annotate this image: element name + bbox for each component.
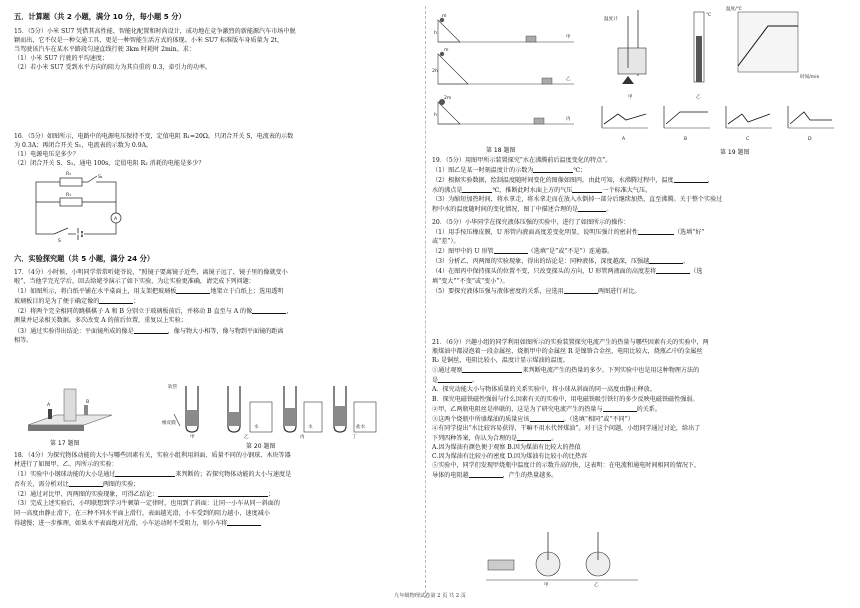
svg-text:甲: 甲 [566, 35, 571, 40]
q18-blank-2[interactable] [69, 479, 103, 487]
q18-line: 否有关，需分析对比 两图的实验； [14, 481, 140, 489]
resistor-r2 [60, 178, 82, 186]
column-divider [425, 6, 426, 598]
svg-text:h: h [434, 31, 437, 36]
q20-line: （1）用手按压橡皮膜，U 形管内液面高度差变化明显，说明压强计的密封性 （选填“好” [432, 229, 705, 237]
q19-line: 程中水的温度随时间的变化情况，图丁中描述合理的是 。 [432, 206, 613, 214]
figure-20 [162, 380, 384, 440]
q19-blank-4[interactable] [572, 185, 602, 193]
q19-line: 水的沸点是 ℃，推断此时水面上方的气压 一个标准大气压。 [432, 187, 652, 195]
q17-line: 相等。 [14, 336, 33, 344]
q20-blank-3[interactable] [649, 256, 683, 264]
ramp-yi [432, 48, 574, 84]
resistor-r1 [60, 198, 82, 206]
q18-line: 得越慢；进一步推理，如果水平表面绝对光滑，小车运动时不受阻力，则小车将 [14, 518, 422, 528]
option-graph-c [726, 106, 772, 142]
s-label: S [58, 239, 61, 244]
svg-text:温度计: 温度计 [604, 17, 618, 22]
q18-line: 同一高度由静止滑下，在三种不同水平面上滑行，表面越光滑，小车受到的阻力越小，速度减小 [14, 509, 270, 517]
q19-blank-1[interactable] [533, 165, 573, 173]
page-footer: 九年级物理试卷第 2 页 共 2 页 [394, 593, 466, 599]
svg-text:温度/℃: 温度/℃ [726, 7, 742, 12]
figure-19 [598, 6, 848, 144]
q17-line: （1）如图所示，将白纸平铺在水平桌面上，用支架把玻璃板 地架立于白纸上；选用透明 [14, 288, 284, 296]
q21-line: ①通过观察 来判断电流产生的热量的多少。下列实验中也是用这种物理方法的 [432, 367, 700, 375]
manometer-jia [174, 386, 198, 432]
q19-blank-3[interactable] [462, 185, 492, 193]
flask-yi [586, 532, 610, 588]
option-graph-d [788, 106, 834, 142]
q21-line: ②甲、乙两瓶电阻丝是串联的，这是为了研究电流产生的热量与 的关系。 [432, 405, 661, 413]
q21-line: A.因为煤油有颜色便于观察 B.因为煤油有比较大的热值 [432, 444, 581, 452]
beaker-bing [304, 402, 322, 432]
q18-blank-3[interactable] [158, 489, 268, 497]
q15-line: 颖而出，它不仅是一种交通工具，更是一种智能生活方式的体现。小米 SU7 标准版车身质量为 2t， [14, 37, 284, 45]
q21-blank-3[interactable] [603, 404, 637, 412]
q16-line: （2）闭合开关 S、S₁，通电 100s，定值电阻 R₂ 消耗的电能是多少？ [14, 160, 205, 168]
q17-blank-4[interactable] [134, 326, 168, 334]
svg-text:m: m [444, 48, 449, 53]
switch-s [54, 228, 68, 234]
q18-line: 材进行了如图甲、乙、丙所示的实验： [14, 461, 118, 469]
q21-line: ④有同学提出“水比较容易获得，干嘛不用水代替煤油”。对于这个问题，小组同学通过讨论，给出了 [432, 424, 701, 432]
svg-text:甲: 甲 [628, 95, 633, 100]
q20-line: 20．（5分）小华同学在探究液体压强的实验中，进行了如图所示的操作： [432, 219, 630, 226]
question-17 [14, 268, 422, 345]
q17-line: （2）将两个完全相同的跳棋棋子 A 和 B 分别立于玻璃板前后，并移动 B 直至与 A 的像 ， [14, 308, 293, 316]
svg-text:丙: 丙 [566, 117, 571, 122]
glass-plate [64, 389, 76, 421]
manometer-ding [334, 386, 376, 432]
q19-line: 19．（5分）用图甲所示装置探究“水在沸腾前后温度变化的特点”。 [432, 157, 612, 164]
q18-blank-4[interactable] [227, 518, 261, 526]
q17-blank-3[interactable] [252, 306, 286, 314]
section5-title: 五．计算题（共 2 小题，满分 10 分，每小题 5 分） [14, 12, 186, 21]
manometer-bing [284, 386, 322, 432]
q17-line: （3）通过实验得出结论：平面镜所成的像是 ，像与物大小相等，像与物到平面镜的距离 [14, 327, 284, 335]
figure-18-caption: 第 18 题图 [486, 147, 516, 154]
q20-line: （5）要探究液体压强与液体密度的关系，应选用 两图进行对比。 [432, 287, 641, 295]
q16-line: （1）电源电压是多少？ [14, 151, 79, 159]
question-15 [14, 27, 422, 72]
q21-blank-2[interactable] [438, 375, 472, 383]
q20-line: （4）在图丙中保持探头的位置不变，只改变探头的方向，U 形管两液面的高度差将 （选 [432, 268, 703, 276]
section6-title: 六．实验探究题（共 5 小题，满分 24 分） [14, 254, 155, 263]
q19-line: （2）根据实验数据，绘制温度随时间变化的图像如图丙。由此可知，水沸腾过程中，温度 ， [432, 177, 714, 185]
q18-line: （3）完成上述实验后，小明联想到学习牛顿第一定律时，也用到了斜面：让同一小车从同一斜面的 [14, 500, 280, 508]
boiling-apparatus [604, 10, 646, 100]
chess-piece-b [84, 405, 88, 415]
q18-line: （1）实验中小钢球动能的大小是通过 来判断的；若探究物体动能的大小与速度是 [14, 471, 292, 479]
svg-text:m: m [442, 14, 447, 19]
svg-text:℃: ℃ [706, 13, 712, 18]
figure-17-caption: 第 17 题图 [50, 440, 80, 447]
fig20-bing: 丙 [300, 435, 305, 440]
flame [622, 76, 634, 84]
fig20-ding: 丁 [352, 435, 357, 440]
svg-text:乙: 乙 [594, 583, 599, 588]
q20-line: 填“变大”“不变”或“变小”）。 [432, 277, 509, 285]
q18-line: 18．（4分）为探究物体动能的大小与哪些因素有关，实验小组利用斜面、质量不同的小钢球、木块等器 [14, 452, 291, 459]
figure-21 [478, 530, 648, 586]
ramp-jia [434, 14, 574, 42]
flask-jia [536, 532, 560, 588]
soft-tube-label: 软管 [168, 385, 178, 390]
svg-text:2h: 2h [432, 69, 438, 74]
chess-piece-a [48, 409, 52, 419]
table-edge [28, 425, 84, 431]
q15-line: 15．（5分）小米 SU7 凭借其高性能、智能化配置和时尚设计，成功地在竞争激烈的新能源汽车市场中脱 [14, 28, 296, 35]
salt-water-label: 盐水 [356, 425, 366, 430]
question-19 [432, 156, 850, 215]
q21-line: 瓶煤油中都浸泡着一段金属丝，烧瓶甲中的金属丝 R 是镍铬合金丝，电阻比较大，烧瓶乙中的金属丝 [432, 348, 703, 356]
svg-text:A: A [622, 137, 626, 142]
r2-label: R₂ [66, 172, 72, 177]
option-graph-a [602, 106, 648, 142]
q20-blank-2[interactable] [494, 246, 528, 254]
svg-text:乙: 乙 [566, 77, 571, 82]
q17-line: 玻璃板目的是为了便于确定像的 ； [14, 298, 140, 306]
svg-text:C: C [746, 137, 750, 142]
ammeter-label: A [114, 217, 118, 222]
switch-s1 [88, 176, 97, 182]
svg-text:甲: 甲 [544, 583, 549, 588]
question-21 [432, 338, 850, 480]
q18-blank-1[interactable] [115, 469, 175, 477]
q17-line: 测量并记录相关数据。多次改变 A 的前后位置，重复以上实验； [14, 317, 187, 325]
q19-blank-5[interactable] [578, 204, 606, 212]
question-20 [432, 218, 850, 296]
option-graph-b [664, 106, 710, 142]
q21-blank-6[interactable] [469, 470, 503, 478]
q17-blank-2[interactable] [99, 296, 133, 304]
temp-time-graph [726, 5, 819, 80]
q20-blank-4[interactable] [656, 266, 690, 274]
question-16 [14, 132, 422, 168]
svg-text:h: h [434, 113, 437, 118]
rheostat [488, 560, 514, 570]
svg-text:2m: 2m [444, 96, 452, 101]
q21-blank-4[interactable] [530, 414, 564, 422]
q17-line: 17．（4分）小时候，小明同学常常听姥爷说，“照镜子要离镜子近些，离镜子远了，镜子里的像就变小 [14, 269, 288, 276]
q17-blank-1[interactable] [176, 286, 210, 294]
q21-line: ③这两个烧瓶中所盛煤油的质量应该 。（选填“相同”或“不同”） [432, 415, 634, 423]
beaker [618, 48, 646, 74]
q21-line: C.因为煤油有比较小的密度 D.因为煤油有比较小的比热容 [432, 453, 588, 461]
piece-b-label: B [86, 400, 90, 405]
q21-blank-5[interactable] [517, 433, 551, 441]
manometer-yi [228, 386, 272, 432]
q17-line: 啦”，当他学完光学后，回去给姥爷演示了如下实验，为让实验更准确，请完成下列问题： [14, 278, 255, 286]
svg-text:时间/min: 时间/min [800, 75, 820, 80]
q15-line: （1）小米 SU7 行驶的平均速度； [14, 55, 109, 63]
piece-a-label: A [47, 403, 51, 408]
circuit-diagram-q16 [30, 172, 126, 244]
q21-line: B．探究电磁铁磁性强弱与什么因素有关的实验中，用电磁铁吸引铁钉的多少反映电磁铁磁性强弱。 [432, 395, 699, 403]
figure-19-caption: 第 19 题图 [720, 149, 750, 156]
figure-18 [434, 6, 580, 134]
q21-line: 导体的电阻越 ，产生的热量越多。 [432, 472, 558, 480]
water-label-bing: 水 [308, 425, 313, 430]
figure-20-caption: 第 20 题图 [246, 443, 276, 450]
fig20-jia: 甲 [190, 435, 195, 440]
q15-line: 当驾驶该汽车在某水平路段匀速直线行驶 3km 时耗时 2min。求： [14, 46, 195, 54]
fig20-yi: 乙 [244, 435, 249, 440]
s1-label: S₁ [98, 175, 103, 180]
svg-text:乙: 乙 [696, 95, 701, 100]
q21-line: ⑤实验中，同学们发现甲烧瓶中温度计的示数升高的快，这表明：在电流和通电时间相同的情况下， [432, 462, 701, 470]
question-18 [14, 451, 422, 528]
q21-line: R₂ 是铜丝，电阻比较小，温度计显示煤油的温度。 [432, 357, 569, 365]
q21-line: 是 。 [432, 377, 479, 385]
figure-17 [26, 381, 114, 437]
q19-blank-2[interactable] [674, 175, 708, 183]
q15-line: （2）若小米 SU7 受到水平方向的阻力为其自重的 0.3，牵引力的功率。 [14, 64, 212, 72]
q20-line: （3）分析乙、丙两图的实验现象，得出的结论是：同种液体，深度越深，压强越 。 [432, 258, 690, 266]
rubber-membrane-label: 橡皮膜 [162, 421, 176, 426]
svg-text:B: B [684, 137, 688, 142]
q21-line: 下列四种答案，你认为合理的是 。 [432, 434, 558, 442]
q20-line: 或“差”）。 [432, 238, 460, 246]
water-label-yi: 水 [254, 425, 259, 430]
q20-blank-1[interactable] [638, 227, 674, 235]
q19-line: （1）图乙是某一时刻温度计的示数为 ℃； [432, 167, 587, 175]
q19-line: （3）为缩短加热时间，将水拿走，将水拿走而在放入水倒掉一部分后继续加热，直至沸腾。关于整个实验过 [432, 196, 723, 204]
ramp-bing [434, 95, 574, 124]
q20-blank-5[interactable] [564, 286, 598, 294]
q20-line: （2）图甲中的 U 形管 （选填“是”或“不是”）连通器。 [432, 248, 614, 256]
q18-line: （2）通过对比甲、丙两图的实验现象，可得乙结论： ； [14, 491, 275, 499]
q21-blank-1[interactable] [462, 365, 522, 373]
q21-line: 21．（6分）兴趣小组的同学利用如图所示的实验装置探究电流产生的热量与哪些因素有关的实验中，两 [432, 339, 709, 346]
q16-line: 为 0.3A；再闭合开关 S₁，电流表的示数为 0.9A。 [14, 142, 153, 150]
q21-line: A．探究动能大小与物体质量的关系实验中，将小球从斜面的同一高度由静止释放。 [432, 386, 656, 394]
r1-label: R₁ [66, 193, 72, 198]
thermometer-reading [694, 12, 711, 100]
q16-line: 16．（5分）如图所示，电路中的电源电压保持不变，定值电阻 R₁=20Ω。只闭合开关 S，电流表的示数 [14, 133, 294, 140]
svg-text:D: D [808, 137, 812, 142]
option-graphs [602, 106, 834, 142]
